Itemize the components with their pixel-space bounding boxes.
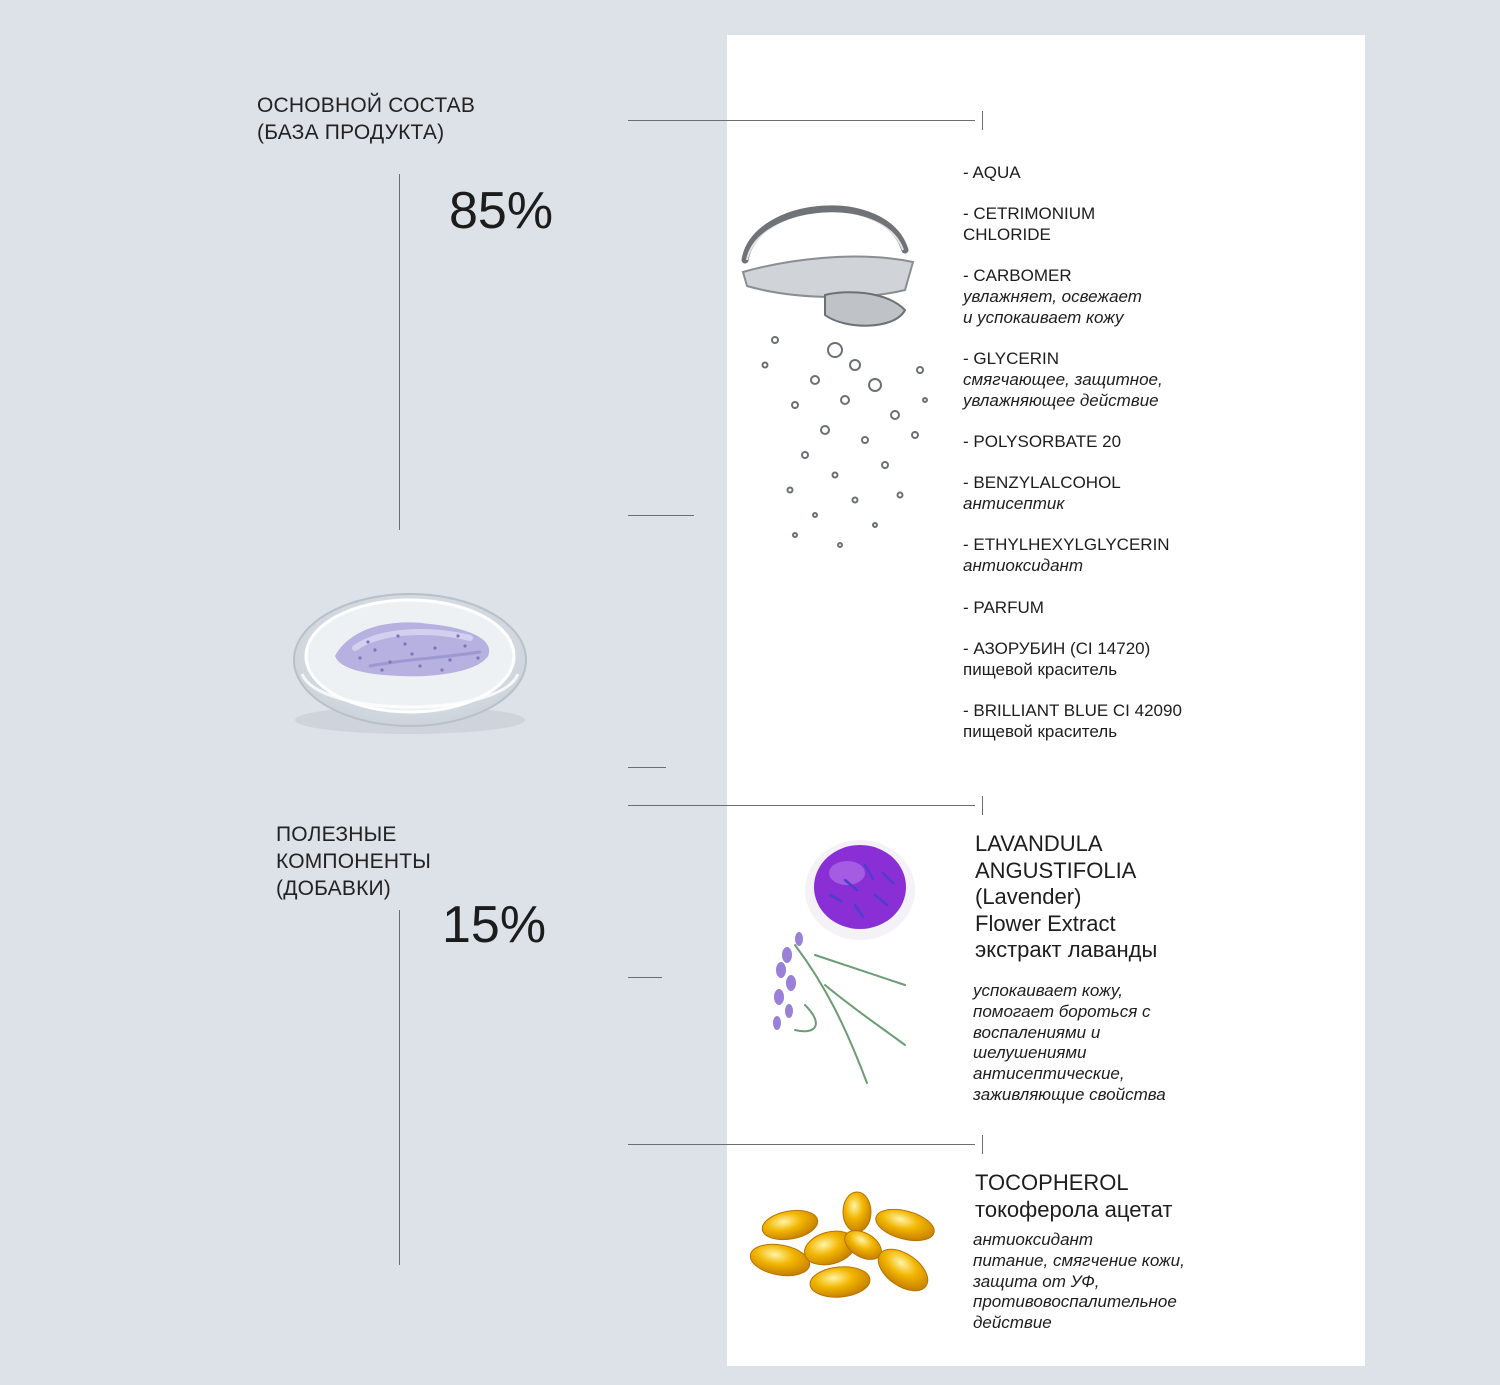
ingredient-item bbox=[963, 348, 1243, 411]
ingredient-name: - PARFUM bbox=[963, 598, 1044, 617]
rule-tick bbox=[982, 796, 983, 815]
vitamin-e-capsules-image bbox=[745, 1190, 945, 1305]
additives-heading-line: ПОЛЕЗНЫЕ bbox=[276, 823, 397, 846]
tocopherol-description bbox=[973, 1230, 1273, 1334]
additives-top-rule bbox=[628, 805, 975, 806]
base-percent: 85% bbox=[449, 182, 554, 240]
additives-heading-line: (ДОБАВКИ) bbox=[276, 877, 392, 900]
additives-mid-rule bbox=[628, 977, 662, 978]
ingredient-name: - ETHYLHEXYLGLYCERIN bbox=[963, 535, 1170, 554]
ingredient-item bbox=[963, 472, 1243, 514]
rule-tick bbox=[982, 1135, 983, 1154]
lavender-description-line: успокаивает кожу, bbox=[973, 981, 1123, 1000]
tocopherol-description-line: защита от УФ, bbox=[973, 1271, 1100, 1291]
tocopherol-description-line: питание, смягчение кожи, bbox=[973, 1250, 1185, 1270]
ingredient-description: пищевой краситель bbox=[963, 722, 1118, 741]
ingredient-name: - BENZYLALCOHOL bbox=[963, 473, 1121, 492]
lavender-name-line: ANGUSTIFOLIA bbox=[975, 857, 1137, 883]
tocopherol-top-rule bbox=[628, 1144, 975, 1145]
lavender-name-line: Flower Extract bbox=[975, 910, 1116, 936]
ingredient-item bbox=[963, 638, 1243, 680]
ingredient-description: увлажняет, освежает bbox=[963, 287, 1142, 306]
ingredient-description: антисептик bbox=[963, 494, 1065, 513]
ingredient-description: смягчающее, защитное, bbox=[963, 370, 1163, 389]
ingredient-name: - BRILLIANT BLUE CI 42090 bbox=[963, 701, 1182, 720]
ingredient-item bbox=[963, 431, 1243, 452]
ingredient-description: пищевой краситель bbox=[963, 660, 1118, 679]
base-heading bbox=[257, 92, 475, 146]
tocopherol-description-line: антиоксидант bbox=[973, 1230, 1094, 1249]
ingredient-description: антиоксидант bbox=[963, 556, 1084, 575]
ingredient-name: - CETRIMONIUM bbox=[963, 204, 1096, 223]
lavender-description-line: заживляющие свойства bbox=[973, 1084, 1166, 1104]
lavender-name-line: LAVANDULA bbox=[975, 831, 1103, 856]
base-top-rule bbox=[628, 120, 975, 121]
ingredient-description: и успокаивает кожу bbox=[963, 308, 1124, 327]
lavender-description-line: антисептические, bbox=[973, 1064, 1125, 1084]
lavender-description-line: воспалениями и bbox=[973, 1022, 1101, 1042]
additives-heading-line: КОМПОНЕНТЫ bbox=[276, 850, 432, 873]
tocopherol-name bbox=[975, 1170, 1275, 1223]
lavender-name bbox=[975, 831, 1275, 964]
base-heading-line: (БАЗА ПРОДУКТА) bbox=[257, 121, 445, 144]
lavender-extract-image bbox=[755, 835, 935, 1095]
ingredient-description: увлажняющее действие bbox=[963, 391, 1159, 410]
tocopherol-description-line: противовоспалительное bbox=[973, 1292, 1177, 1312]
tocopherol-name-line: токоферола ацетат bbox=[975, 1196, 1173, 1222]
tocopherol-description-line: действие bbox=[973, 1313, 1052, 1333]
ingredient-name: - CARBOMER bbox=[963, 266, 1072, 285]
ingredient-item bbox=[963, 597, 1243, 618]
lavender-name-line: экстракт лаванды bbox=[975, 937, 1158, 962]
base-vertical-rule bbox=[399, 174, 400, 530]
lavender-name-line: (Lavender) bbox=[975, 884, 1082, 909]
base-mid-rule bbox=[628, 515, 694, 516]
ingredient-name: CHLORIDE bbox=[963, 225, 1051, 244]
tocopherol-name-line: TOCOPHEROL bbox=[975, 1170, 1129, 1195]
base-heading-line: ОСНОВНОЙ СОСТАВ bbox=[257, 94, 476, 117]
additives-heading bbox=[276, 821, 431, 902]
ingredient-name: - АЗОРУБИН (CI 14720) bbox=[963, 639, 1151, 658]
ingredient-item bbox=[963, 534, 1243, 576]
ingredient-item bbox=[963, 162, 1243, 183]
base-end-rule bbox=[628, 767, 666, 768]
rule-tick bbox=[982, 111, 983, 130]
petri-dish-gel-image bbox=[280, 578, 540, 748]
ingredient-name: - POLYSORBATE 20 bbox=[963, 432, 1122, 451]
additives-percent: 15% bbox=[442, 896, 547, 954]
ingredient-item bbox=[963, 700, 1243, 742]
ingredient-item bbox=[963, 265, 1243, 328]
lavender-description bbox=[973, 981, 1273, 1106]
ingredient-item bbox=[963, 203, 1243, 245]
water-splash-image bbox=[735, 190, 940, 590]
lavender-description-line: шелушениями bbox=[973, 1043, 1087, 1063]
ingredient-name: - GLYCERIN bbox=[963, 349, 1060, 368]
additives-vertical-rule bbox=[399, 910, 400, 1265]
ingredient-name: - AQUA bbox=[963, 163, 1021, 182]
lavender-description-line: помогает бороться с bbox=[973, 1001, 1151, 1021]
